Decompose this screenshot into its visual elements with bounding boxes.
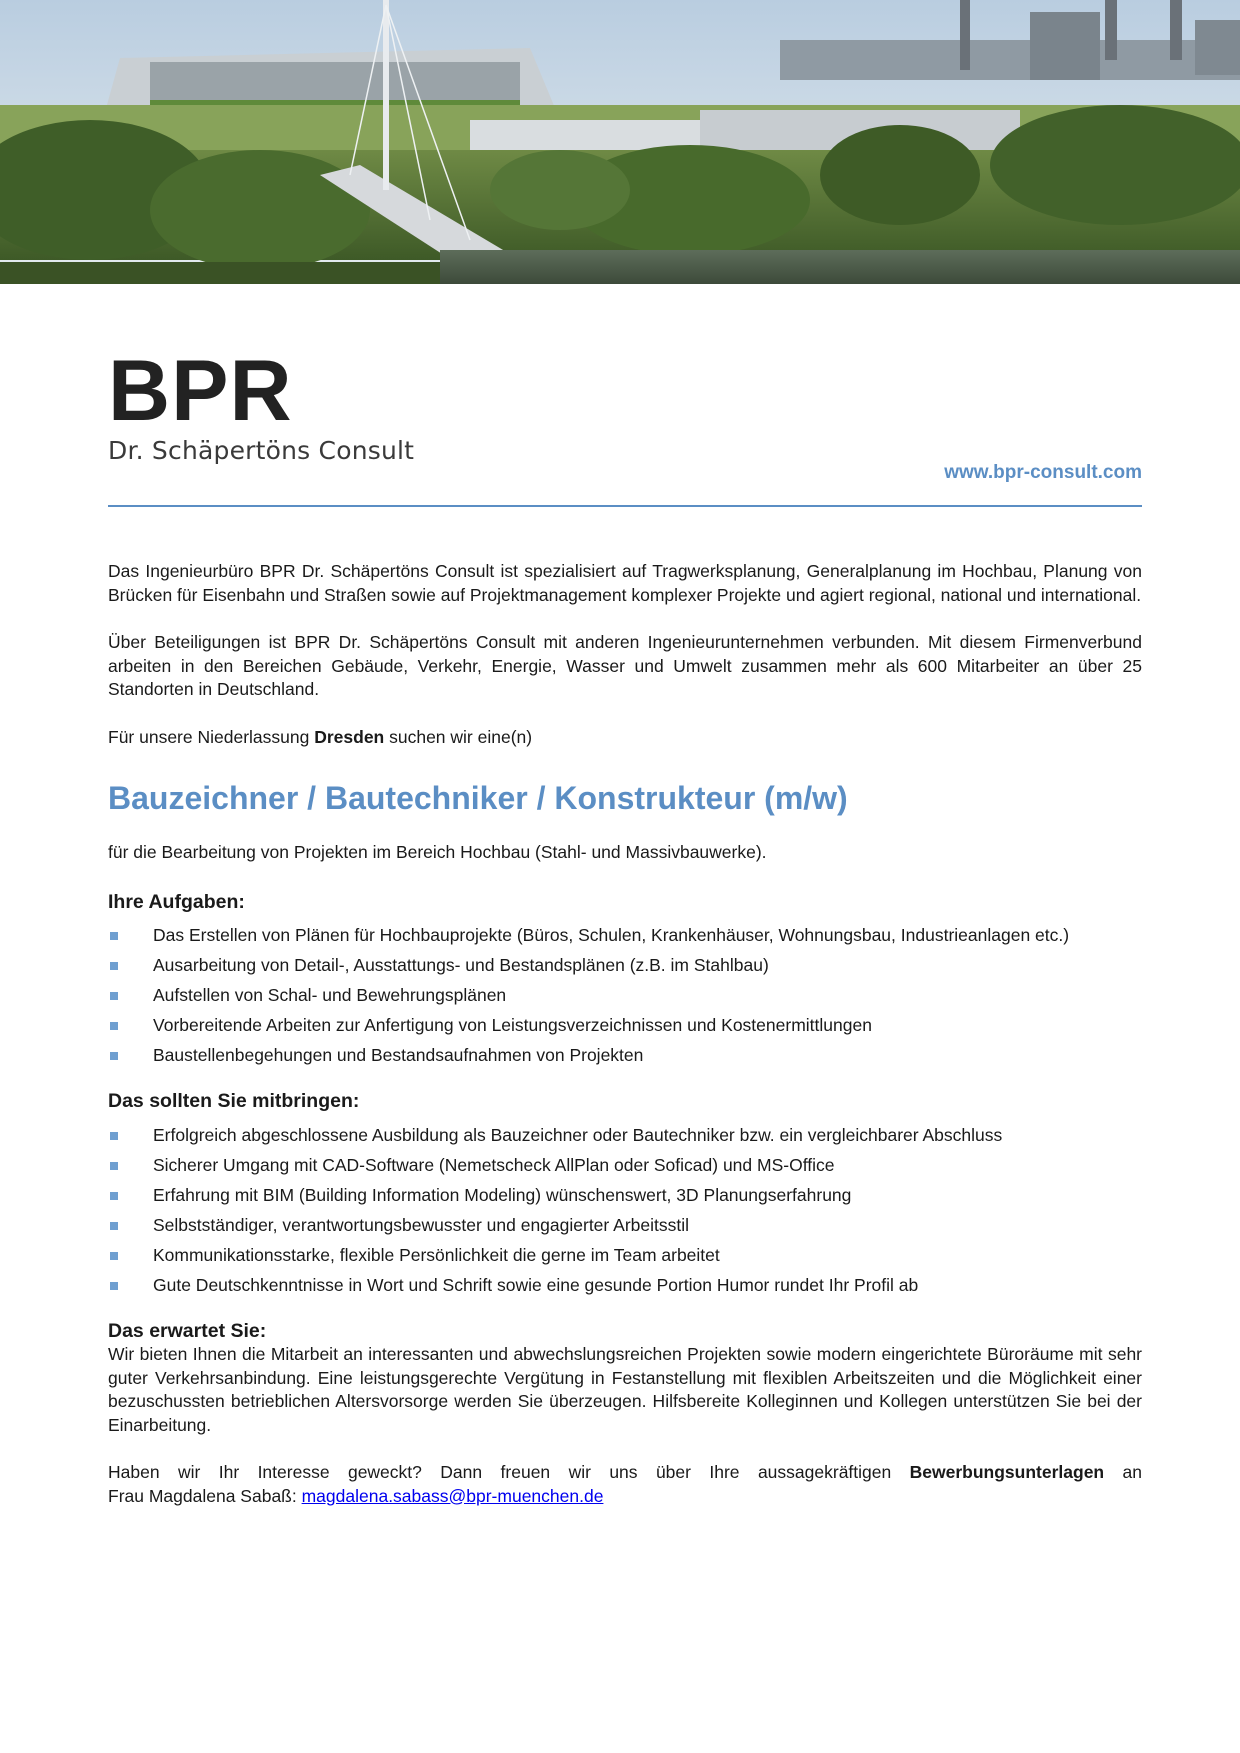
bullet-square-icon	[110, 932, 118, 940]
intro-paragraph-2: Über Beteiligungen ist BPR Dr. Schäpertöns Consult mit anderen Ingenieurunternehmen verbunden. Mit diesem Firmenverbund arbeiten in den Bereichen Gebäude, Verkehr, Energie, Wasser und Umwelt zusammen mehr als 600 Mitarbeiter an über 25 Standorten in Deutschland.	[108, 632, 1142, 699]
bullet-square-icon	[110, 1132, 118, 1140]
company-logo	[108, 343, 415, 465]
list-item: Kommunikationsstarke, flexible Persönlichkeit die gerne im Team arbeitet	[108, 1240, 1142, 1270]
email-link[interactable]: magdalena.sabass@bpr-muenchen.de	[301, 1485, 604, 1506]
list-item: Ausarbeitung von Detail-, Ausstattungs- und Bestandsplänen (z.B. im Stahlbau)	[108, 950, 1142, 980]
offer-paragraph: Wir bieten Ihnen die Mitarbeit an interessanten und abwechslungsreichen Projekten sowie modern eingerichtete Büroräume mit sehr guter Verkehrsanbindung. Eine leistungsgerechte Vergütung in Festanstellung mit flexiblen Arbeitszeiten und die Möglichkeit einer bezuschussten betrieblichen Altersvorsorge werden Sie überzeugen. Hilfsbereite Kolleginnen und Kollegen unterstützen Sie bei der Einarbeitung.	[108, 1344, 1142, 1435]
location-post: suchen wir eine(n)	[384, 726, 533, 747]
contact-line-1: Haben wir Ihr Interesse geweckt? Dann freuen wir uns über Ihre aussagekräftigen Bewerbungsunterlagen an	[108, 1462, 1142, 1482]
list-item: Vorbereitende Arbeiten zur Anfertigung von Leistungsverzeichnissen und Kostenermittlungen	[108, 1010, 1142, 1040]
list-item: Erfolgreich abgeschlossene Ausbildung als Bauzeichner oder Bautechniker bzw. ein vergleichbarer Abschluss	[108, 1120, 1142, 1150]
list-item: Selbstständiger, verantwortungsbewusster und engagierter Arbeitsstil	[108, 1210, 1142, 1240]
bullet-square-icon	[110, 1252, 118, 1260]
list-item: Baustellenbegehungen und Bestandsaufnahmen von Projekten	[108, 1040, 1142, 1070]
list-item: Aufstellen von Schal- und Bewehrungsplänen	[108, 980, 1142, 1010]
list-item: Gute Deutschkenntnisse in Wort und Schrift sowie eine gesunde Portion Humor rundet Ihr Profil ab	[108, 1270, 1142, 1300]
bullet-square-icon	[110, 1022, 118, 1030]
bullet-square-icon	[110, 1052, 118, 1060]
bullet-square-icon	[110, 1192, 118, 1200]
tasks-heading: Ihre Aufgaben:	[108, 890, 245, 913]
list-item: Das Erstellen von Plänen für Hochbauprojekte (Büros, Schulen, Krankenhäuser, Wohnungsbau, Industrieanlagen etc.)	[108, 920, 1142, 950]
bullet-square-icon	[110, 992, 118, 1000]
list-item: Sicherer Umgang mit CAD-Software (Nemetscheck AllPlan oder Soficad) und MS-Office	[108, 1150, 1142, 1180]
location-line	[108, 726, 1142, 750]
tasks-list	[108, 920, 1142, 1070]
header-photo	[0, 0, 1240, 284]
offer-heading: Das erwartet Sie:	[108, 1319, 267, 1342]
intro-paragraph-1: Das Ingenieurbüro BPR Dr. Schäpertöns Consult ist spezialisiert auf Tragwerksplanung, Generalplanung im Hochbau, Planung von Brücken für Eisenbahn und Straßen sowie auf Projektmanagement komplexer Projekte und agiert regional, national und international.	[108, 561, 1142, 605]
header-divider	[108, 505, 1142, 507]
logo-mark: BPR	[108, 343, 293, 439]
contact-bold: Bewerbungsunterlagen	[909, 1462, 1105, 1482]
list-item: Erfahrung mit BIM (Building Information Modeling) wünschenswert, 3D Planungserfahrung	[108, 1180, 1142, 1210]
job-title: Bauzeichner / Bautechniker / Konstrukteur (m/w)	[108, 780, 848, 816]
requirements-list	[108, 1120, 1142, 1300]
bullet-square-icon	[110, 1222, 118, 1230]
bullet-square-icon	[110, 1162, 118, 1170]
job-subtitle: für die Bearbeitung von Projekten im Bereich Hochbau (Stahl- und Massivbauwerke).	[108, 842, 767, 862]
location-city: Dresden	[314, 726, 385, 747]
bullet-square-icon	[110, 1282, 118, 1290]
logo-subtitle: Dr. Schäpertöns Consult	[108, 436, 415, 465]
website-link[interactable]: www.bpr-consult.com	[944, 462, 1142, 483]
location-pre: Für unsere Niederlassung	[108, 726, 315, 747]
bullet-square-icon	[110, 962, 118, 970]
contact-line-2: Frau Magdalena Sabaß: magdalena.sabass@bpr-muenchen.de	[108, 1485, 604, 1506]
job-ad-body	[108, 560, 1142, 1508]
requirements-heading: Das sollten Sie mitbringen:	[108, 1090, 360, 1112]
